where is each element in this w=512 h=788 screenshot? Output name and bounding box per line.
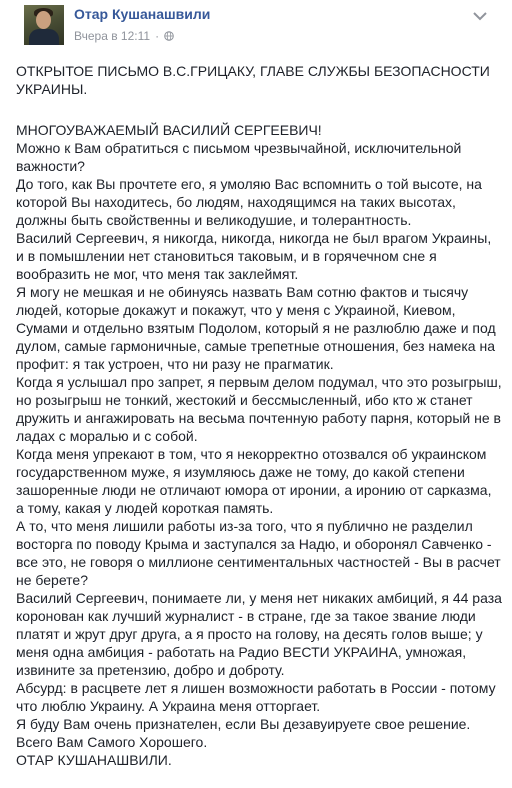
chevron-down-icon[interactable] [472, 10, 488, 22]
paragraph: Когда я услышал про запрет, я первым делом подумал, что это розыгрыш, но розыгрыш не тонкий, жестокий и бессмысленный, ибо кто ж станет дружить и ангажировать на весьма почтенную работу парня, который не в ладах с моралью и с собой. [16, 374, 502, 444]
paragraph: Василий Сергеевич, я никогда, никогда, никогда не был врагом Украины, и в помышлении нет становиться таковым, и в горячечном сне я вообразить не мог, что меня так заклеймят. [16, 230, 492, 282]
paragraph: ОТАР КУШАНАШВИЛИ. [16, 752, 172, 768]
avatar-face [36, 11, 51, 29]
avatar[interactable] [24, 5, 64, 45]
avatar-body [29, 29, 59, 45]
post-body [16, 62, 502, 769]
paragraph: Можно к Вам обратиться с письмом чрезвычайной, исключительной важности? [16, 140, 462, 174]
post-timestamp[interactable]: Вчера в 12:11 [74, 29, 151, 43]
paragraph: Я буду Вам очень признателен, если Вы дезавуируете свое решение. [16, 716, 471, 732]
paragraph: Когда меня упрекают в том, что я некорректно отозвался об украинском государственном муже, я изумляюсь даже не тому, до какой степени зашоренные люди не отличают юмора от иронии, а иронию от сарказма, а тому, какая у людей короткая память. [16, 446, 492, 516]
meta-separator: · [155, 29, 160, 43]
paragraph: А то, что меня лишили работы из-за того, что я публично не разделил восторга по поводу Крыма и заступался за Надю, и оборонял Савченко - все это, не говоря о миллионе сентиментальных частностей - Вы в расчет не берете? [16, 518, 501, 588]
paragraph: МНОГОУВАЖАЕМЫЙ ВАСИЛИЙ СЕРГЕЕВИЧ! [16, 122, 322, 138]
paragraph: Я могу не мешкая и не обинуясь назвать Вам сотню фактов и тысячу людей, которые докажут и покажут, что у меня с Украиной, Киевом, Сумами и отдельно взятым Подолом, который я не разлюблю даже и под дулом, самые гармоничные, самые трепетные отношения, без намека на профит: я так устроен, что ни разу не прагматик. [16, 284, 496, 372]
post-header [12, 0, 500, 56]
globe-icon[interactable] [164, 31, 174, 41]
paragraph: Всего Вам Самого Хорошего. [16, 734, 208, 750]
paragraph: Абсурд: в расцвете лет я лишен возможности работать в России - потому что люблю Украину. А Украина меня отторгает. [16, 680, 496, 714]
post-title: ОТКРЫТОЕ ПИСЬМО В.С.ГРИЦАКУ, ГЛАВЕ СЛУЖБЫ БЕЗОПАСНОСТИ УКРАИНЫ. [16, 63, 490, 97]
paragraph: Василий Сергеевич, понимаете ли, у меня нет никаких амбиций, я 44 раза коронован как лучший журналист - в стране, где за такое звание люди платят и жрут друг друга, а я просто на голову, на десять голов выше; у меня одна амбиция - работать на Радио ВЕСТИ УКРАИНА, умножая, извините за претензию, добро и доброту. [16, 590, 502, 678]
author-name-link[interactable]: Отар Кушанашвили [74, 6, 211, 22]
post-meta [74, 29, 174, 43]
paragraph: До того, как Вы прочтете его, я умоляю Вас вспомнить о той высоте, на которой Вы находитесь, бо людям, находящимся на таких высотах, должны быть свойственны и великодушие, и толерантность. [16, 176, 482, 228]
